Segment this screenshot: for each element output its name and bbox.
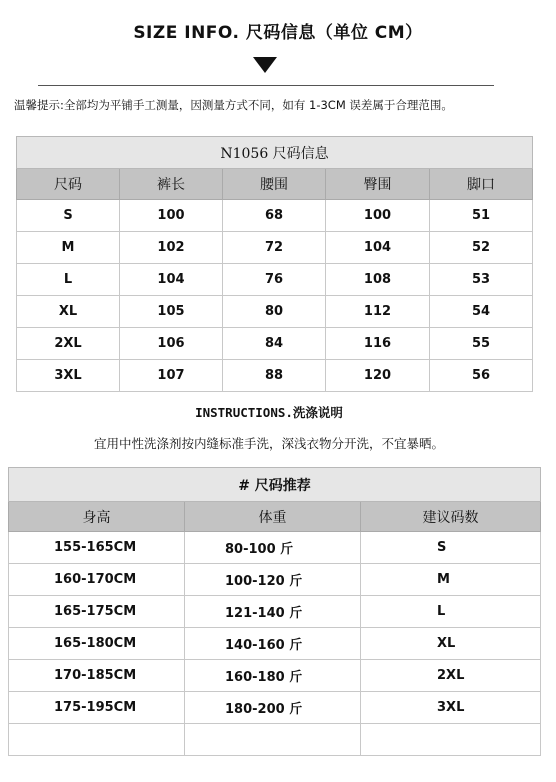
table-row	[9, 532, 541, 564]
divider	[38, 85, 494, 86]
table-cell: 54	[430, 296, 533, 328]
table-cell: XL	[17, 296, 120, 328]
table-row	[17, 232, 533, 264]
table-cell: 76	[223, 264, 326, 296]
table-cell: 104	[120, 264, 223, 296]
table-cell: XL	[361, 628, 541, 660]
table-row	[9, 692, 541, 724]
table-cell: 3XL	[17, 360, 120, 392]
table-cell: 180-200 斤	[185, 692, 361, 724]
table-cell: 88	[223, 360, 326, 392]
column-header: 腰围	[223, 169, 326, 200]
table-cell: 140-160 斤	[185, 628, 361, 660]
column-header: 尺码	[17, 169, 120, 200]
table-cell: 72	[223, 232, 326, 264]
table-cell: 3XL	[361, 692, 541, 724]
table-cell	[185, 724, 361, 756]
table-cell: 84	[223, 328, 326, 360]
table-cell: 100	[326, 200, 430, 232]
table-cell: 2XL	[361, 660, 541, 692]
column-header: 臀围	[326, 169, 430, 200]
table-cell: 55	[430, 328, 533, 360]
measurement-note: 温馨提示:全部均为平铺手工测量，因测量方式不同，如有 1-3CM 误差属于合理范围。	[14, 98, 453, 112]
table-row	[17, 264, 533, 296]
table-cell	[361, 724, 541, 756]
table-row	[17, 360, 533, 392]
size-table-header	[17, 169, 533, 200]
column-header: 体重	[185, 502, 361, 532]
recommendation-caption: # 尺码推荐	[9, 468, 541, 502]
table-cell: 100	[120, 200, 223, 232]
table-cell: 2XL	[17, 328, 120, 360]
table-cell: L	[361, 596, 541, 628]
table-cell	[9, 724, 185, 756]
table-cell: 108	[326, 264, 430, 296]
table-cell: 100-120 斤	[185, 564, 361, 596]
table-cell: 107	[120, 360, 223, 392]
table-cell: 112	[326, 296, 430, 328]
table-cell: 170-185CM	[9, 660, 185, 692]
table-cell: 80	[223, 296, 326, 328]
table-cell: 51	[430, 200, 533, 232]
table-row	[9, 596, 541, 628]
table-cell: 121-140 斤	[185, 596, 361, 628]
column-header: 裤长	[120, 169, 223, 200]
table-cell: 56	[430, 360, 533, 392]
table-cell: 116	[326, 328, 430, 360]
table-cell: 53	[430, 264, 533, 296]
table-cell: S	[17, 200, 120, 232]
table-cell: 120	[326, 360, 430, 392]
table-row	[9, 628, 541, 660]
recommendation-header	[9, 502, 541, 532]
table-row	[9, 564, 541, 596]
table-cell: 106	[120, 328, 223, 360]
table-cell: 68	[223, 200, 326, 232]
page-title: SIZE INFO. 尺码信息（单位 CM）	[133, 23, 423, 43]
column-header: 身高	[9, 502, 185, 532]
table-cell: 175-195CM	[9, 692, 185, 724]
table-cell: S	[361, 532, 541, 564]
table-cell: 52	[430, 232, 533, 264]
table-cell: 165-175CM	[9, 596, 185, 628]
table-row	[17, 328, 533, 360]
table-cell: 80-100 斤	[185, 532, 361, 564]
column-header: 建议码数	[361, 502, 541, 532]
down-arrow-icon	[253, 57, 277, 73]
table-row	[17, 200, 533, 232]
table-row	[9, 660, 541, 692]
table-cell: M	[17, 232, 120, 264]
table-row	[9, 724, 541, 756]
table-cell: 165-180CM	[9, 628, 185, 660]
wash-instructions-title: INSTRUCTIONS.洗涤说明	[195, 405, 343, 420]
table-cell: 160-180 斤	[185, 660, 361, 692]
table-cell: M	[361, 564, 541, 596]
size-table	[16, 136, 533, 392]
table-cell: L	[17, 264, 120, 296]
table-cell: 160-170CM	[9, 564, 185, 596]
size-table-caption: N1056 尺码信息	[17, 137, 533, 169]
wash-instructions-text: 宜用中性洗涤剂按内缝标准手洗，深浅衣物分开洗，不宜暴晒。	[93, 436, 444, 451]
table-cell: 102	[120, 232, 223, 264]
table-cell: 105	[120, 296, 223, 328]
table-cell: 155-165CM	[9, 532, 185, 564]
size-recommendation-table	[8, 467, 541, 756]
table-row	[17, 296, 533, 328]
column-header: 脚口	[430, 169, 533, 200]
table-cell: 104	[326, 232, 430, 264]
